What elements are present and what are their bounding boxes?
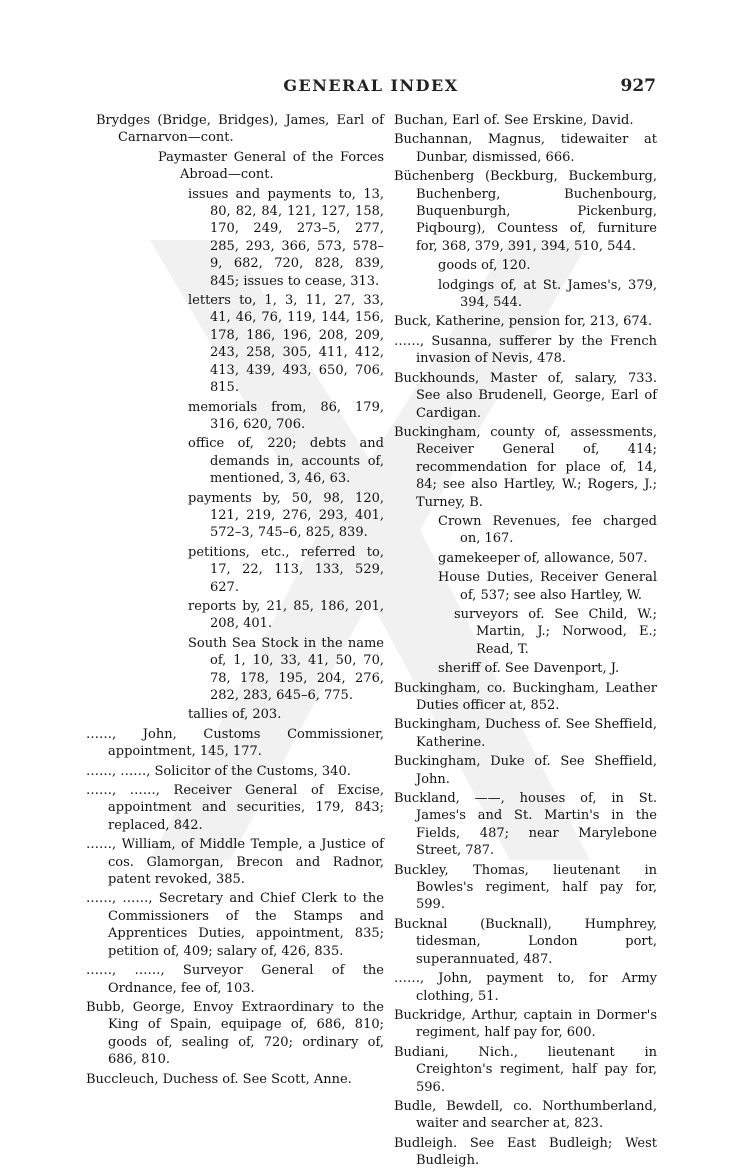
- index-entry: Budleigh. See East Budleigh; West Budleigh.: [394, 1135, 657, 1169]
- index-entry: Buckland, ——, houses of, in St. James's and St. Martin's in the Fields, 487; near Marylebone Street, 787.: [394, 791, 657, 859]
- index-entry: ……, John, payment to, for Army clothing, 51.: [394, 971, 657, 1004]
- index-subentry: Paymaster General of the Forces Abroad—cont.: [158, 149, 384, 183]
- index-entry: Buchan, Earl of. See Erskine, David.: [394, 113, 634, 128]
- index-entry: ……, ……, Solicitor of the Customs, 340.: [86, 763, 351, 779]
- index-entry: Budiani, Nich., lieutenant in Creighton's regiment, half pay for, 596.: [394, 1044, 657, 1095]
- index-subentry: tallies of, 203.: [188, 707, 282, 723]
- index-entry: ……, John, Customs Commissioner, appointment, 145, 177.: [86, 726, 384, 760]
- index-subentry: letters to, 1, 3, 11, 27, 33, 41, 46, 76, 119, 144, 156, 178, 186, 196, 208, 209, 243, 258, 305, 411, 412, 413, 439, 493, 650, 706, 815.: [188, 293, 384, 396]
- index-subentry: lodgings of, at St. James's, 379, 394, 544.: [438, 277, 657, 311]
- index-entry: ……, ……, Receiver General of Excise, appointment and securities, 179, 843; replaced, 842.: [86, 783, 384, 833]
- index-entry: ……, ……, Secretary and Chief Clerk to the Commissioners of the Stamps and Apprentices Duties, appointment, 835; petition of, 409; salary of, 426, 835.: [86, 891, 384, 959]
- index-entry: Buck, Katherine, pension for, 213, 674.: [394, 314, 653, 330]
- index-entry: Buccleuch, Duchess of. See Scott, Anne.: [86, 1071, 352, 1087]
- index-entry: Bucknal (Bucknall), Humphrey, tidesman, London port, superannuated, 487.: [394, 916, 657, 967]
- index-entry: Buckingham, county of, assessments, Receiver General of, 414; recommendation for place of, 14, 84; see also Hartley, W.; Rogers, J.; Turney, B.: [394, 424, 657, 510]
- index-column-left: [86, 112, 384, 1090]
- page-number: 927: [620, 76, 656, 96]
- index-subentry: goods of, 120.: [438, 258, 531, 274]
- index-column-right: [394, 112, 657, 1172]
- page-header: [86, 76, 656, 100]
- index-subentry: petitions, etc., referred to, 17, 22, 113, 133, 529, 627.: [188, 544, 384, 595]
- index-subentry: South Sea Stock in the name of, 1, 10, 33, 41, 50, 70, 78, 178, 195, 204, 276, 282, 283, 645–6, 775.: [188, 635, 384, 703]
- index-entry: Buckley, Thomas, lieutenant in Bowles's regiment, half pay for, 599.: [394, 862, 657, 913]
- index-entry: ……, Susanna, sufferer by the French invasion of Nevis, 478.: [394, 333, 657, 367]
- index-subentry: memorials from, 86, 179, 316, 620, 706.: [188, 399, 384, 432]
- index-entry: Buckingham, Duchess of. See Sheffield, Katherine.: [394, 717, 657, 750]
- index-entry: Brydges (Bridge, Bridges), James, Earl of Carnarvon—cont.: [96, 113, 384, 146]
- index-entry: Buckridge, Arthur, captain in Dormer's regiment, half pay for, 600.: [394, 1007, 657, 1041]
- index-subentry: payments by, 50, 98, 120, 121, 219, 276, 293, 401, 572–3, 745–6, 825, 839.: [188, 490, 384, 541]
- index-subentry: House Duties, Receiver General of, 537; see also Hartley, W.: [438, 570, 657, 603]
- index-subentry: gamekeeper of, allowance, 507.: [438, 550, 648, 566]
- index-entry: Budle, Bewdell, co. Northumberland, waiter and searcher at, 823.: [394, 1098, 657, 1132]
- index-entry: Büchenberg (Beckburg, Buckemburg, Buchenberg, Buchenbourg, Buquenburgh, Pickenburg, Piqbourg), Countess of, furniture for, 368, 379, 391, 394, 510, 544.: [394, 169, 657, 254]
- index-subentry: surveyors of. See Child, W.; Martin, J.; Norwood, E.; Read, T.: [454, 606, 657, 657]
- index-entry: ……, William, of Middle Temple, a Justice of cos. Glamorgan, Brecon and Radnor, patent revoked, 385.: [86, 837, 384, 888]
- index-entry: Buchannan, Magnus, tidewaiter at Dunbar, dismissed, 666.: [394, 132, 657, 165]
- index-entry: Buckingham, Duke of. See Sheffield, John.: [394, 754, 657, 787]
- index-subentry: issues and payments to, 13, 80, 82, 84, 121, 127, 158, 170, 249, 273–5, 277, 285, 293, 366, 573, 578–9, 682, 720, 828, 839, 845; issues to cease, 313.: [188, 186, 384, 289]
- running-title: GENERAL INDEX: [283, 76, 459, 95]
- index-entry: Bubb, George, Envoy Extraordinary to the King of Spain, equipage of, 686, 810; goods of, sealing of, 720; ordinary of, 686, 810.: [86, 999, 384, 1068]
- index-subentry: reports by, 21, 85, 186, 201, 208, 401.: [188, 598, 384, 632]
- index-entry: ……, ……, Surveyor General of the Ordnance, fee of, 103.: [86, 963, 384, 996]
- index-subentry: sheriff of. See Davenport, J.: [438, 661, 620, 677]
- index-entry: Buckingham, co. Buckingham, Leather Duties officer at, 852.: [394, 680, 657, 713]
- index-subentry: Crown Revenues, fee charged on, 167.: [438, 513, 657, 547]
- index-subentry: office of, 220; debts and demands in, accounts of, mentioned, 3, 46, 63.: [188, 436, 384, 487]
- index-entry: Buckhounds, Master of, salary, 733. See also Brudenell, George, Earl of Cardigan.: [394, 370, 657, 421]
